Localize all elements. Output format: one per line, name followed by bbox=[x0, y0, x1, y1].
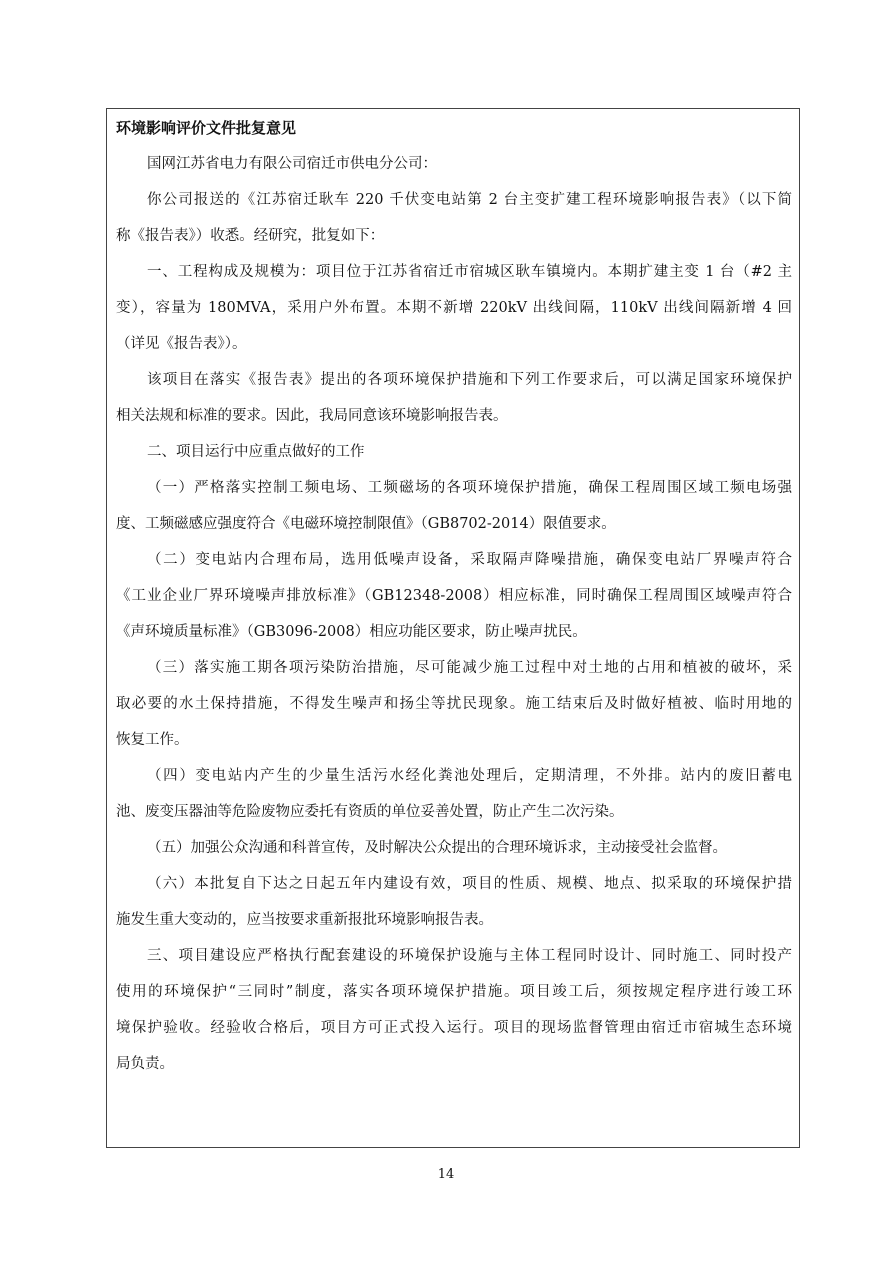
intro-line-2: 称《报告表》）收悉。经研究，批复如下： bbox=[116, 228, 385, 244]
item4-line-1: （四）变电站内产生的少量生活污水经化粪池处理后，定期清理，不外排。站内的废旧蓄电 bbox=[147, 768, 792, 784]
item1-line-1: （一）严格落实控制工频电场、工频磁场的各项环境保护措施，确保工程周围区域工频电场强 bbox=[147, 480, 792, 496]
item3-line-1: （三）落实施工期各项污染防治措施，尽可能减少施工过程中对土地的占用和植被的破坏，采 bbox=[147, 660, 792, 676]
item5-line-1: （五）加强公众沟通和科普宣传，及时解决公众提出的合理环境诉求，主动接受社会监督。 bbox=[147, 840, 727, 856]
conclusion-line-1: 该项目在落实《报告表》提出的各项环境保护措施和下列工作要求后，可以满足国家环境保护 bbox=[147, 372, 792, 388]
item2-line-2: 《工业企业厂界环境噪声排放标准》（GB12348-2008）相应标准，同时确保工程周围区域噪声符合 bbox=[116, 588, 792, 604]
document-title: 环境影响评价文件批复意见 bbox=[116, 119, 297, 137]
item3-line-3: 恢复工作。 bbox=[116, 732, 189, 748]
conclusion-line-2: 相关法规和标准的要求。因此，我局同意该环境影响报告表。 bbox=[116, 408, 508, 424]
item2-line-1: （二）变电站内合理布局，选用低噪声设备，采取隔声降噪措施，确保变电站厂界噪声符合 bbox=[147, 552, 792, 568]
section3-line-1: 三、项目建设应严格执行配套建设的环境保护设施与主体工程同时设计、同时施工、同时投产 bbox=[147, 948, 792, 964]
item1-line-2: 度、工频磁感应强度符合《电磁环境控制限值》（GB8702-2014）限值要求。 bbox=[116, 516, 616, 532]
section3-line-3: 境保护验收。经验收合格后，项目方可正式投入运行。项目的现场监督管理由宿迁市宿城生态环境 bbox=[116, 1020, 792, 1036]
addressee-line: 国网江苏省电力有限公司宿迁市供电分公司： bbox=[147, 156, 437, 172]
section3-line-4: 局负责。 bbox=[116, 1056, 174, 1072]
section3-line-2: 使用的环境保护“三同时”制度，落实各项环境保护措施。项目竣工后，须按规定程序进行竣工环 bbox=[116, 984, 792, 1000]
section1-line-2: 变），容量为 180MVA，采用户外布置。本期不新增 220kV 出线间隔，110kV 出线间隔新增 4 回 bbox=[116, 300, 792, 316]
section1-line-1: 一、工程构成及规模为：项目位于江苏省宿迁市宿城区耿车镇境内。本期扩建主变 1 台（#2 主 bbox=[147, 264, 792, 280]
page-number: 14 bbox=[437, 1167, 455, 1182]
approval-document-box bbox=[106, 108, 800, 1148]
item6-line-2: 施发生重大变动的，应当按要求重新报批环境影响报告表。 bbox=[116, 912, 493, 928]
section1-line-3: （详见《报告表》）。 bbox=[116, 336, 247, 352]
item6-line-1: （六）本批复自下达之日起五年内建设有效，项目的性质、规模、地点、拟采取的环境保护措 bbox=[147, 876, 792, 892]
intro-line-1: 你公司报送的《江苏宿迁耿车 220 千伏变电站第 2 台主变扩建工程环境影响报告表》（以下简 bbox=[147, 192, 792, 208]
section2-heading: 二、项目运行中应重点做好的工作 bbox=[147, 444, 365, 460]
item2-line-3: 《声环境质量标准》（GB3096-2008）相应功能区要求，防止噪声扰民。 bbox=[116, 624, 587, 640]
item4-line-2: 池、废变压器油等危险废物应委托有资质的单位妥善处置，防止产生二次污染。 bbox=[116, 804, 624, 820]
item3-line-2: 取必要的水土保持措施，不得发生噪声和扬尘等扰民现象。施工结束后及时做好植被、临时用地的 bbox=[116, 696, 792, 712]
